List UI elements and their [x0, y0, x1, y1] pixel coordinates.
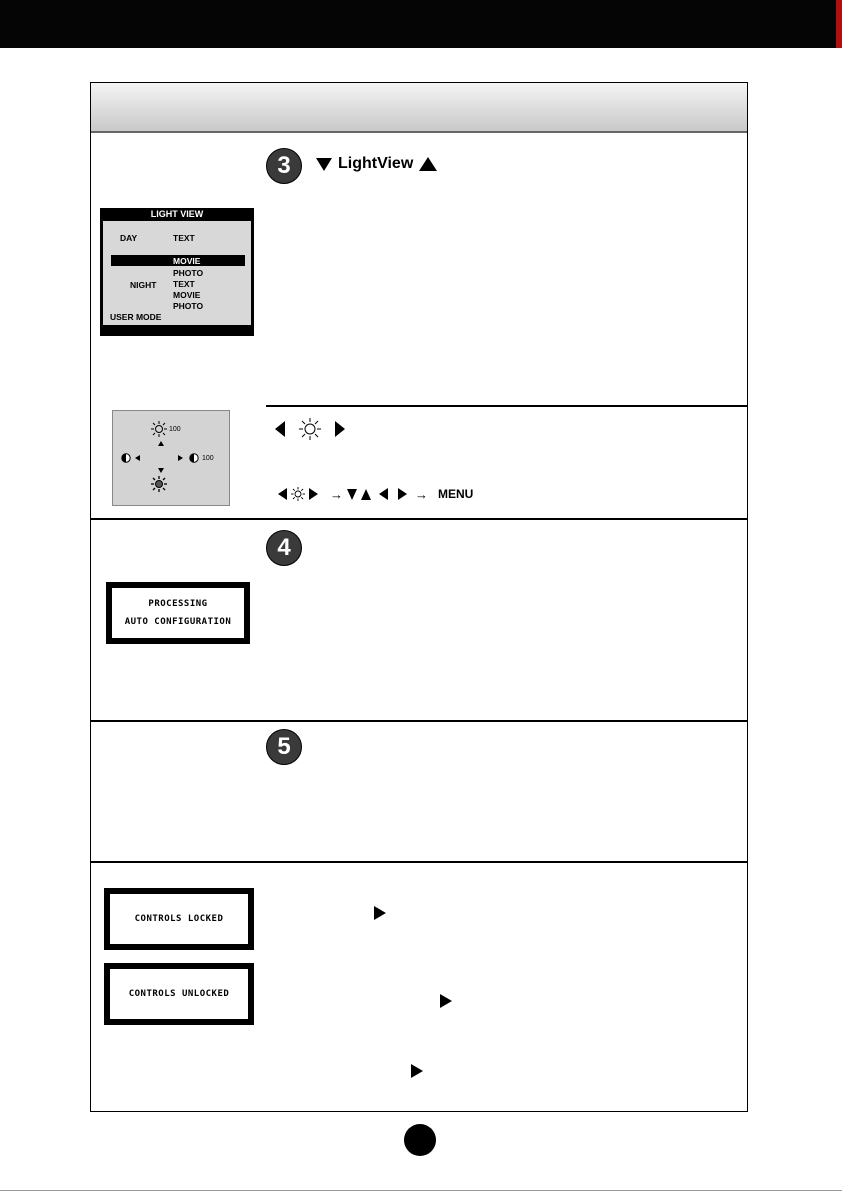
brightness-adjust-osd [112, 410, 230, 506]
seq-right2-icon [398, 488, 407, 500]
table-header-band [91, 83, 747, 133]
brightness-keys [275, 418, 345, 440]
controls-unlocked-box [104, 963, 254, 1025]
brightness-icon [151, 421, 167, 437]
seq-arrow-icon-1: → [330, 486, 343, 502]
osd-item-night: NIGHT [130, 280, 157, 290]
right-arrow-icon-3 [411, 1064, 423, 1078]
top-banner-accent [836, 0, 842, 48]
key-sequence [278, 486, 473, 502]
osd-item-user-mode: USER MODE [110, 312, 162, 322]
right-arrow-icon-2 [440, 994, 452, 1008]
brightness-value: 100 [169, 426, 181, 433]
osd-title: LIGHT VIEW [150, 209, 204, 219]
osd-item-night-movie: MOVIE [173, 290, 201, 300]
seq-menu-label: MENU [438, 487, 474, 501]
controls-locked-text: CONTROLS LOCKED [134, 914, 224, 924]
seq-left-icon [278, 488, 287, 500]
step-number-4: 4 [266, 530, 302, 566]
osd-item-day-text: TEXT [173, 233, 195, 243]
seq-sun-icon [291, 487, 305, 501]
down-arrow-icon [316, 158, 332, 171]
osd-item-day-movie: MOVIE [173, 256, 201, 266]
lightview-heading [316, 152, 437, 176]
seq-up-icon [361, 489, 371, 500]
top-banner [0, 0, 842, 48]
right-arrow-icon [335, 421, 345, 437]
sun-icon [299, 418, 321, 440]
seq-left2-icon [379, 488, 388, 500]
right-arrow-icon-1 [374, 906, 386, 920]
contrast-value: 100 [202, 455, 214, 462]
processing-line1: PROCESSING [148, 599, 208, 609]
left-small-icon [135, 455, 140, 461]
seq-right-icon [309, 488, 318, 500]
step-number-3: 3 [266, 148, 302, 184]
osd-item-day-photo: PHOTO [173, 268, 204, 278]
controls-unlocked-text: CONTROLS UNLOCKED [128, 989, 230, 999]
right-small-icon [178, 455, 183, 461]
contrast-icon-left [121, 453, 131, 463]
brightness-dark-icon [151, 476, 167, 492]
osd-body [103, 221, 251, 325]
up-small-icon [158, 441, 164, 446]
controls-locked-box [104, 888, 254, 950]
down-small-icon [158, 468, 164, 473]
row-divider-2 [91, 720, 747, 722]
page-number-badge [404, 1124, 436, 1156]
contrast-icon-right [189, 453, 199, 463]
left-arrow-icon [275, 421, 285, 437]
sub-divider-3 [266, 405, 747, 407]
up-arrow-icon [419, 157, 437, 171]
seq-down-icon [347, 489, 357, 500]
processing-message-box [106, 582, 250, 644]
osd-item-night-text: TEXT [173, 279, 195, 289]
processing-line2: AUTO CONFIGURATION [124, 617, 232, 627]
osd-item-day: DAY [120, 233, 138, 243]
step-number-5: 5 [266, 729, 302, 765]
lightview-label: LightView [338, 155, 414, 172]
lightview-osd [100, 208, 254, 336]
row-divider-3 [91, 861, 747, 863]
footer-line [0, 1190, 842, 1191]
seq-arrow-icon-2: → [415, 486, 428, 502]
osd-item-night-photo: PHOTO [173, 301, 204, 311]
row-divider-1 [91, 518, 747, 520]
